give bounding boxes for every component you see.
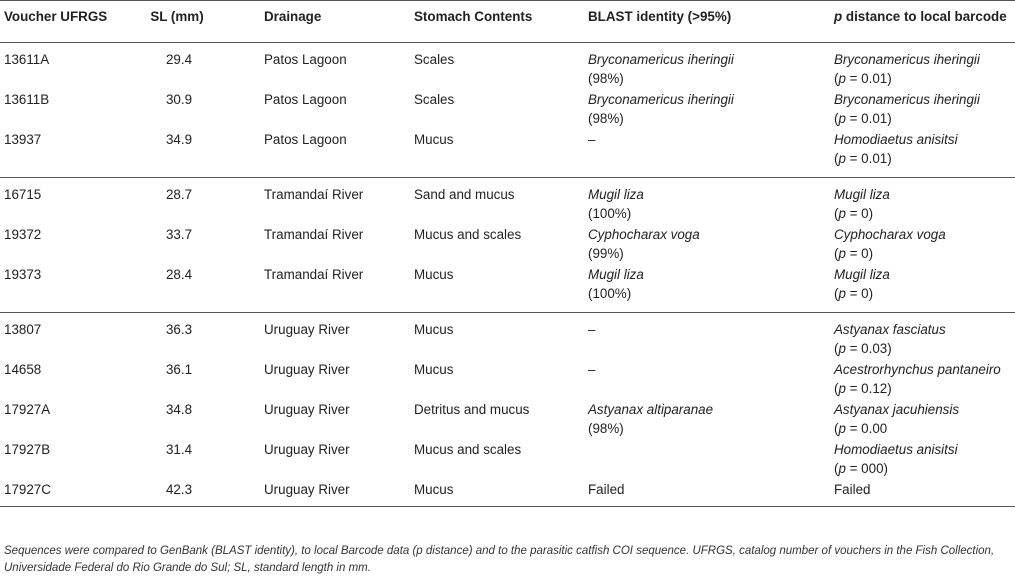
blast-species: Astyanax altiparanae — [588, 402, 714, 417]
blast-species: Bryconamericus iheringii — [588, 52, 734, 67]
pdist-species: Mugil liza — [834, 267, 890, 282]
pdist-cell — [830, 265, 1015, 313]
blast-percent: (98%) — [588, 71, 624, 86]
blast-cell — [584, 43, 830, 91]
sl-cell: 29.4 — [165, 52, 193, 67]
blast-percent: (99%) — [588, 246, 624, 261]
pdist-species: Homodiaetus anisitsi — [834, 132, 958, 147]
sl-cell: 31.4 — [165, 442, 193, 457]
pdist-species: Bryconamericus iheringii — [834, 52, 980, 67]
p-symbol: p — [838, 461, 846, 476]
voucher-cell: 13807 — [4, 322, 42, 337]
pdist-cell — [830, 480, 1015, 507]
pdist-species: Astyanax fasciatus — [834, 322, 946, 337]
blast-cell — [584, 265, 830, 313]
stomach-cell: Mucus — [414, 362, 454, 377]
blast-cell — [584, 440, 830, 480]
col-drainage-header: Drainage — [260, 1, 410, 43]
blast-cell — [584, 480, 830, 507]
stomach-cell: Sand and mucus — [414, 187, 515, 202]
drainage-cell: Uruguay River — [264, 402, 350, 417]
voucher-cell: 13611B — [4, 92, 50, 107]
stomach-cell: Mucus — [410, 130, 584, 178]
blast-cell — [584, 313, 830, 361]
table-body — [0, 43, 1015, 507]
pdist-cell — [830, 90, 1015, 130]
table-row — [0, 480, 1015, 507]
pdist-cell — [830, 360, 1015, 400]
header-row — [0, 1, 1015, 43]
pdist-value: (p = 0.01) — [834, 111, 892, 126]
pdist-species: Bryconamericus iheringii — [834, 92, 980, 107]
blast-cell — [584, 130, 830, 178]
voucher-cell: 17927C — [0, 480, 130, 507]
blast-value: – — [588, 362, 596, 377]
blast-species: Cyphocharax voga — [588, 227, 700, 242]
col-stomach-header: Stomach Contents — [410, 1, 584, 43]
voucher-cell: 19372 — [4, 227, 42, 242]
p-symbol: p — [838, 206, 846, 221]
voucher-cell: 17927B — [4, 442, 51, 457]
blast-species: Mugil liza — [588, 267, 644, 282]
drainage-cell: Tramandaí River — [260, 265, 410, 313]
voucher-cell: 17927A — [4, 402, 51, 417]
col-pdist-header — [830, 1, 1015, 43]
table-row — [0, 265, 1015, 313]
pdist-cell — [830, 225, 1015, 265]
pdist-cell — [830, 400, 1015, 440]
drainage-cell: Patos Lagoon — [260, 130, 410, 178]
blast-species: Mugil liza — [588, 187, 644, 202]
table-row — [0, 130, 1015, 178]
pdist-value: (p = 0) — [834, 206, 874, 221]
pdist-value: (p = 0.01) — [834, 151, 892, 166]
sl-cell: 34.8 — [165, 402, 193, 417]
sl-cell: 36.3 — [165, 322, 193, 337]
sl-cell: 30.9 — [165, 92, 193, 107]
drainage-cell: Patos Lagoon — [264, 52, 347, 67]
blast-percent: (100%) — [588, 286, 632, 301]
blast-value: – — [588, 322, 596, 337]
sl-cell: 34.9 — [130, 130, 260, 178]
drainage-cell: Uruguay River — [264, 362, 350, 377]
blast-value: – — [588, 132, 596, 147]
pdist-value: (p = 0.00 — [834, 421, 888, 436]
table-row — [0, 360, 1015, 400]
voucher-cell: 13611A — [4, 52, 50, 67]
drainage-cell: Tramandaí River — [264, 187, 364, 202]
sl-cell: 28.7 — [165, 187, 193, 202]
pdist-species: Astyanax jacuhiensis — [834, 402, 960, 417]
p-symbol: p — [838, 421, 846, 436]
blast-percent: (98%) — [588, 111, 624, 126]
sl-cell: 36.1 — [165, 362, 193, 377]
blast-cell — [584, 360, 830, 400]
sl-cell: 28.4 — [130, 265, 260, 313]
p-symbol: p — [838, 341, 846, 356]
pdist-value: (p = 0.01) — [834, 71, 892, 86]
drainage-cell: Patos Lagoon — [264, 92, 347, 107]
col-blast-header: BLAST identity (>95%) — [584, 1, 830, 43]
voucher-cell: 13937 — [0, 130, 130, 178]
pdist-value: (p = 000) — [834, 461, 888, 476]
pdist-cell — [830, 130, 1015, 178]
p-symbol: p — [834, 9, 843, 24]
table-row — [0, 313, 1015, 361]
table-row — [0, 43, 1015, 91]
table-row — [0, 400, 1015, 440]
pdist-species: Homodiaetus anisitsi — [834, 442, 958, 457]
stomach-cell: Mucus — [410, 265, 584, 313]
pdist-species: Cyphocharax voga — [834, 227, 946, 242]
blast-cell — [584, 225, 830, 265]
table-row — [0, 90, 1015, 130]
stomach-cell: Mucus and scales — [414, 227, 522, 242]
pdist-species: Acestrorhynchus pantaneiro — [834, 362, 1001, 377]
voucher-cell: 14658 — [4, 362, 42, 377]
stomach-cell: Scales — [414, 52, 455, 67]
pdist-cell — [830, 43, 1015, 91]
stomach-cell: Scales — [414, 92, 455, 107]
stomach-cell: Mucus — [410, 480, 584, 507]
voucher-cell: 16715 — [4, 187, 42, 202]
col-sl-header: SL (mm) — [130, 1, 260, 43]
blast-cell — [584, 400, 830, 440]
sl-cell: 33.7 — [165, 227, 193, 242]
pdist-cell — [830, 178, 1015, 226]
table-row — [0, 440, 1015, 480]
pdist-plain: Failed — [834, 482, 871, 497]
p-symbol: p — [838, 381, 846, 396]
p-symbol: p — [838, 111, 846, 126]
table-row — [0, 225, 1015, 265]
drainage-cell: Tramandaí River — [264, 227, 364, 242]
pdist-value: (p = 0.12) — [834, 381, 892, 396]
pdist-header-text: distance to local barcode — [842, 9, 1007, 24]
stomach-cell: Mucus — [414, 322, 454, 337]
drainage-cell: Uruguay River — [264, 442, 350, 457]
blast-species: Bryconamericus iheringii — [588, 92, 734, 107]
blast-cell — [584, 90, 830, 130]
stomach-cell: Mucus and scales — [414, 442, 522, 457]
blast-cell — [584, 178, 830, 226]
blast-percent: (98%) — [588, 421, 624, 436]
p-symbol: p — [838, 286, 846, 301]
pdist-cell — [830, 440, 1015, 480]
p-symbol: p — [838, 71, 846, 86]
table-footnote: Sequences were compared to GenBank (BLAST identity), to local Barcode data (p distance) and to the parasitic catfish COI sequence. UFRGS, catalog number of vouchers in the Fish Collection, Universidade Federal do Rio Grande do Sul; SL, standard length in mm. — [4, 545, 995, 574]
p-symbol: p — [838, 246, 846, 261]
pdist-value: (p = 0) — [834, 246, 874, 261]
col-voucher-header: Voucher UFRGS — [0, 1, 130, 43]
drainage-cell: Uruguay River — [264, 322, 350, 337]
pdist-species: Mugil liza — [834, 187, 890, 202]
pdist-cell — [830, 313, 1015, 361]
blast-value: Failed — [588, 482, 625, 497]
drainage-cell: Uruguay River — [260, 480, 410, 507]
sl-cell: 42.3 — [130, 480, 260, 507]
pdist-value: (p = 0) — [834, 286, 874, 301]
pdist-value: (p = 0.03) — [834, 341, 892, 356]
voucher-cell: 19373 — [0, 265, 130, 313]
stomach-cell: Detritus and mucus — [414, 402, 530, 417]
table-row — [0, 178, 1015, 226]
blast-percent: (100%) — [588, 206, 632, 221]
p-symbol: p — [838, 151, 846, 166]
